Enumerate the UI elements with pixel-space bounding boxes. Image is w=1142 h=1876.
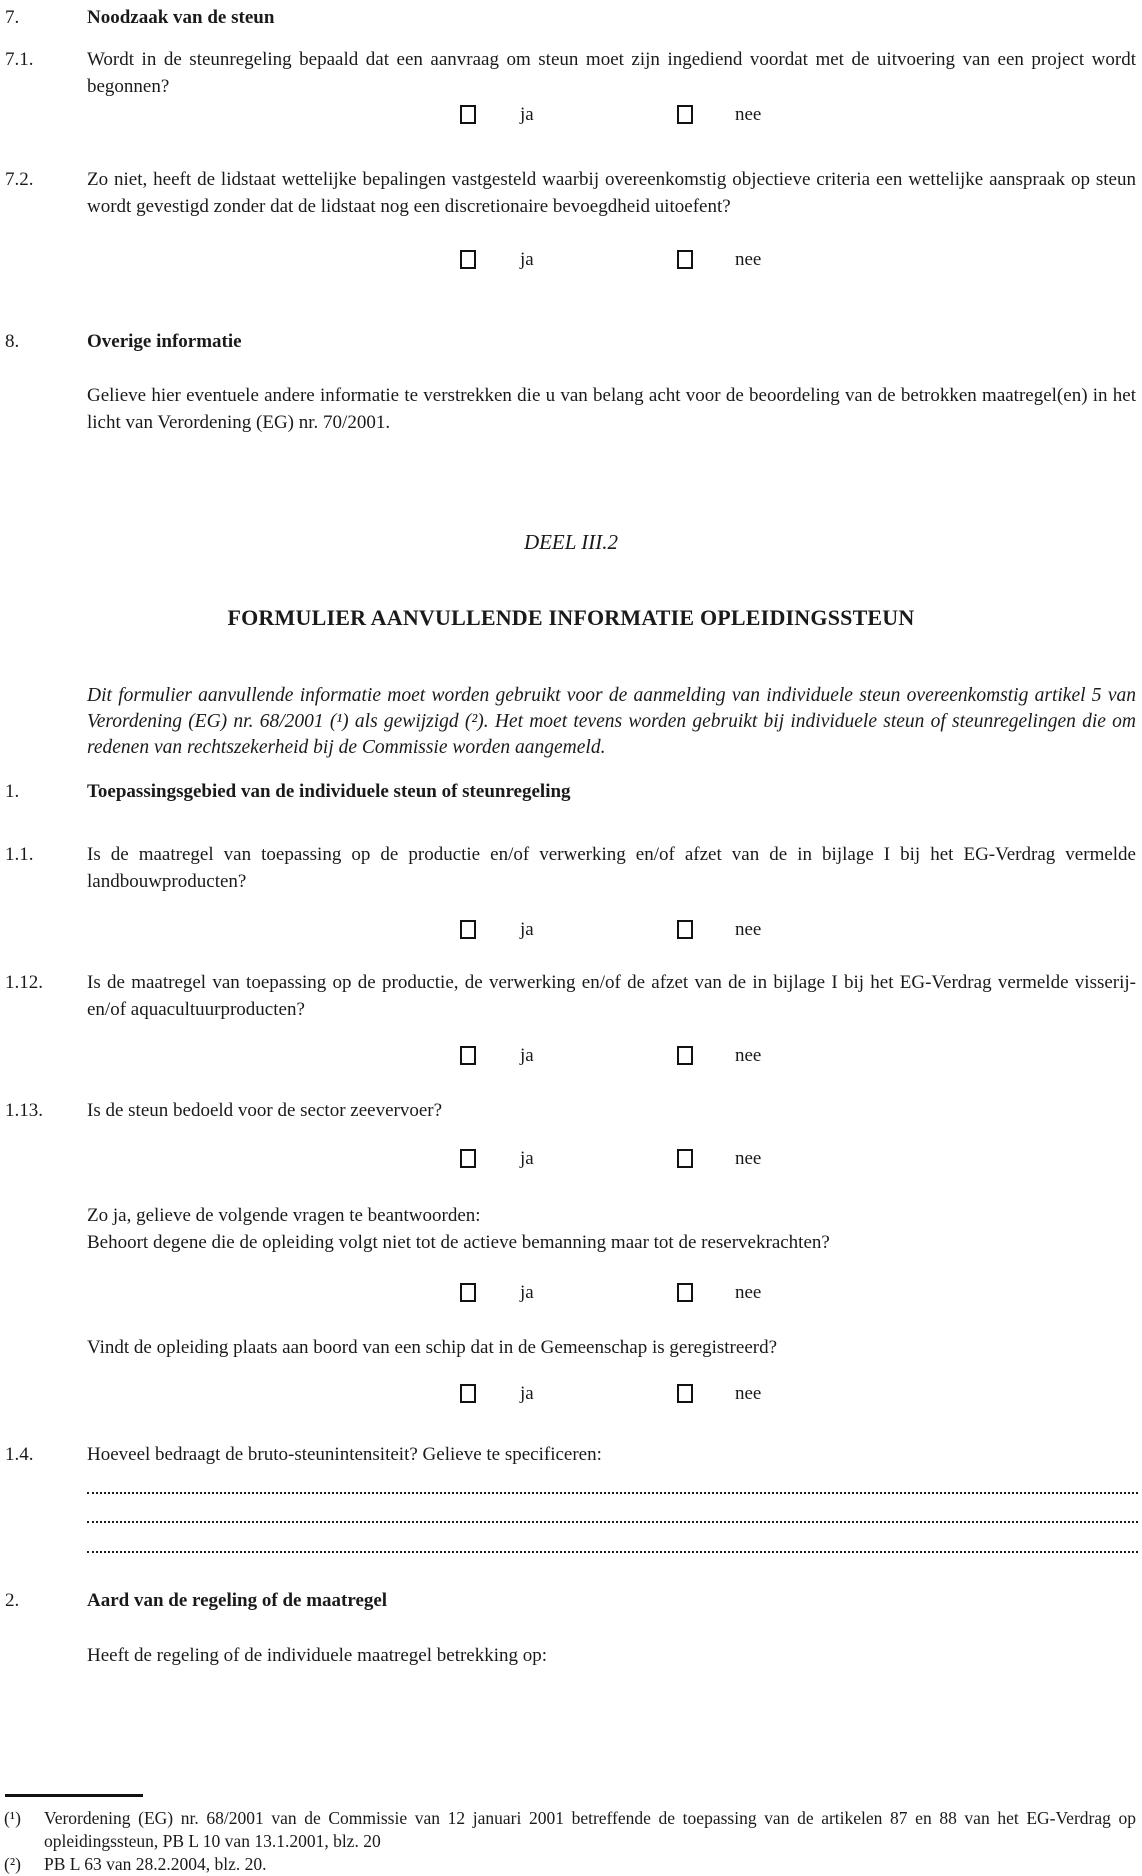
- checkbox-nee-1-1[interactable]: [677, 920, 693, 939]
- checkbox-label-nee: nee: [735, 1045, 762, 1066]
- question-1-4-number: 1.4.: [5, 1444, 34, 1465]
- checkbox-nee-1-13[interactable]: [677, 1149, 693, 1168]
- checkbox-label-ja: ja: [520, 919, 534, 940]
- zo-ja-block: [0, 1202, 1142, 1256]
- footnote-1-text: Verordening (EG) nr. 68/2001 van de Commissie van 12 januari 2001 betreffende de toepassing van de artikelen 87 en 88 van het EG-Verdrag op opleidingssteun, PB L 10 van 13.1.2001, blz. 20: [44, 1808, 1136, 1851]
- section-1-heading: [0, 778, 1142, 805]
- section-8-heading: [0, 328, 1142, 355]
- checkbox-ja-1-12[interactable]: [460, 1046, 476, 1065]
- question-1-4: [0, 1441, 1142, 1468]
- question-1-12-number: 1.12.: [5, 972, 43, 993]
- footnotes: [0, 1807, 1142, 1876]
- ja-nee-row-1-1: [0, 919, 1142, 943]
- checkbox-label-ja: ja: [520, 1148, 534, 1169]
- question-1-1-text: Is de maatregel van toepassing op de productie en/of verwerking en/of afzet van de in bijlage I bij het EG-Verdrag vermelde landbouwproducten?: [87, 844, 1136, 892]
- question-7-1-number: 7.1.: [5, 49, 34, 70]
- checkbox-ja-ship[interactable]: [460, 1384, 476, 1403]
- section-7-title: Noodzaak van de steun: [87, 7, 275, 28]
- question-1-4-text: Hoeveel bedraagt de bruto-steunintensiteit? Gelieve te specificeren:: [87, 1444, 602, 1465]
- section-2-title: Aard van de regeling of de maatregel: [87, 1590, 388, 1611]
- footnote-1-marker: (¹): [4, 1808, 21, 1828]
- checkbox-label-ja: ja: [520, 1383, 534, 1404]
- question-7-2-text: Zo niet, heeft de lidstaat wettelijke bepalingen vastgesteld waarbij overeenkomstig objectieve criteria een wettelijke aanspraak op steun wordt gevestigd zonder dat de lidstaat nog een discretionaire bevoegdheid uitoefent?: [87, 169, 1136, 217]
- question-1-13: [0, 1097, 1142, 1124]
- checkbox-ja-7-1[interactable]: [460, 105, 476, 124]
- ja-nee-row-7-2: [0, 249, 1142, 273]
- question-1-12: [0, 969, 1142, 1023]
- section-1-title: Toepassingsgebied van de individuele steun of steunregeling: [87, 781, 571, 802]
- answer-lines: [0, 1468, 1142, 1553]
- ja-nee-row-1-13: [0, 1148, 1142, 1172]
- checkbox-ja-7-2[interactable]: [460, 250, 476, 269]
- section-8-title: Overige informatie: [87, 331, 242, 352]
- checkbox-nee-7-1[interactable]: [677, 105, 693, 124]
- checkbox-ja-1-13[interactable]: [460, 1149, 476, 1168]
- form-title: FORMULIER AANVULLENDE INFORMATIE OPLEIDINGSSTEUN: [227, 605, 915, 630]
- footnote-separator: [5, 1794, 143, 1797]
- ja-nee-row-reserve: [0, 1282, 1142, 1306]
- checkbox-label-ja: ja: [520, 1045, 534, 1066]
- checkbox-label-ja: ja: [520, 104, 534, 125]
- zo-ja-intro: Zo ja, gelieve de volgende vragen te beantwoorden:: [87, 1205, 481, 1226]
- question-1-13-text: Is de steun bedoeld voor de sector zeevervoer?: [87, 1100, 443, 1121]
- checkbox-label-nee: nee: [735, 104, 762, 125]
- answer-line-3[interactable]: [87, 1523, 1138, 1553]
- checkbox-label-nee: nee: [735, 249, 762, 270]
- question-7-1: [0, 46, 1142, 100]
- checkbox-ja-1-1[interactable]: [460, 920, 476, 939]
- checkbox-label-ja: ja: [520, 1282, 534, 1303]
- question-1-12-text: Is de maatregel van toepassing op de productie, de verwerking en/of de afzet van de in bijlage I bij het EG-Verdrag vermelde visserij- en/of aquacultuurproducten?: [87, 972, 1136, 1020]
- section-1-number: 1.: [5, 781, 20, 802]
- footnote-2-text: PB L 63 van 28.2.2004, blz. 20.: [44, 1854, 267, 1874]
- question-1-1-number: 1.1.: [5, 844, 34, 865]
- checkbox-label-nee: nee: [735, 919, 762, 940]
- section-8-number: 8.: [5, 331, 20, 352]
- checkbox-label-nee: nee: [735, 1148, 762, 1169]
- checkbox-label-nee: nee: [735, 1282, 762, 1303]
- section-8-paragraph: Gelieve hier eventuele andere informatie te verstrekken die u van belang acht voor de beoordeling van de betrokken maatregel(en) in het licht van Verordening (EG) nr. 70/2001.: [87, 385, 1136, 433]
- ja-nee-row-1-12: [0, 1045, 1142, 1069]
- answer-line-1[interactable]: [87, 1468, 1138, 1494]
- part-title: DEEL III.2: [523, 530, 619, 554]
- section-7-heading: [0, 4, 1142, 31]
- question-7-2-number: 7.2.: [5, 169, 34, 190]
- form-page: [0, 4, 1142, 1874]
- section-7-number: 7.: [5, 7, 20, 28]
- question-7-2: [0, 166, 1142, 220]
- answer-line-2[interactable]: [87, 1494, 1138, 1523]
- checkbox-nee-7-2[interactable]: [677, 250, 693, 269]
- section-2-heading: [0, 1587, 1142, 1614]
- checkbox-label-ja: ja: [520, 249, 534, 270]
- footnote-2-marker: (²): [4, 1854, 21, 1874]
- section-2-number: 2.: [5, 1590, 20, 1611]
- question-7-1-text: Wordt in de steunregeling bepaald dat een aanvraag om steun moet zijn ingediend voordat met de uitvoering van een project wordt begonnen?: [87, 49, 1136, 97]
- question-ship: Vindt de opleiding plaats aan boord van een schip dat in de Gemeenschap is geregistreerd?: [87, 1337, 778, 1358]
- question-reserve: Behoort degene die de opleiding volgt niet tot de actieve bemanning maar tot de reservekrachten?: [87, 1232, 830, 1253]
- checkbox-nee-ship[interactable]: [677, 1384, 693, 1403]
- footnote-1: [0, 1807, 1142, 1853]
- footnote-2: [0, 1853, 1142, 1876]
- ja-nee-row-ship: [0, 1383, 1142, 1407]
- question-1-1: [0, 841, 1142, 895]
- ja-nee-row-7-1: [0, 104, 1142, 128]
- intro-paragraph: Dit formulier aanvullende informatie moet worden gebruikt voor de aanmelding van individuele steun overeenkomstig artikel 5 van Verordening (EG) nr. 68/2001 (¹) als gewijzigd (²). Het moet tevens worden gebruikt bij individuele steun of steunregelingen die om redenen van rechtszekerheid bij de Commissie worden aangemeld.: [87, 685, 1136, 758]
- question-1-13-number: 1.13.: [5, 1100, 43, 1121]
- checkbox-ja-reserve[interactable]: [460, 1283, 476, 1302]
- checkbox-nee-reserve[interactable]: [677, 1283, 693, 1302]
- section-2-paragraph: Heeft de regeling of de individuele maatregel betrekking op:: [87, 1645, 548, 1666]
- checkbox-label-nee: nee: [735, 1383, 762, 1404]
- checkbox-nee-1-12[interactable]: [677, 1046, 693, 1065]
